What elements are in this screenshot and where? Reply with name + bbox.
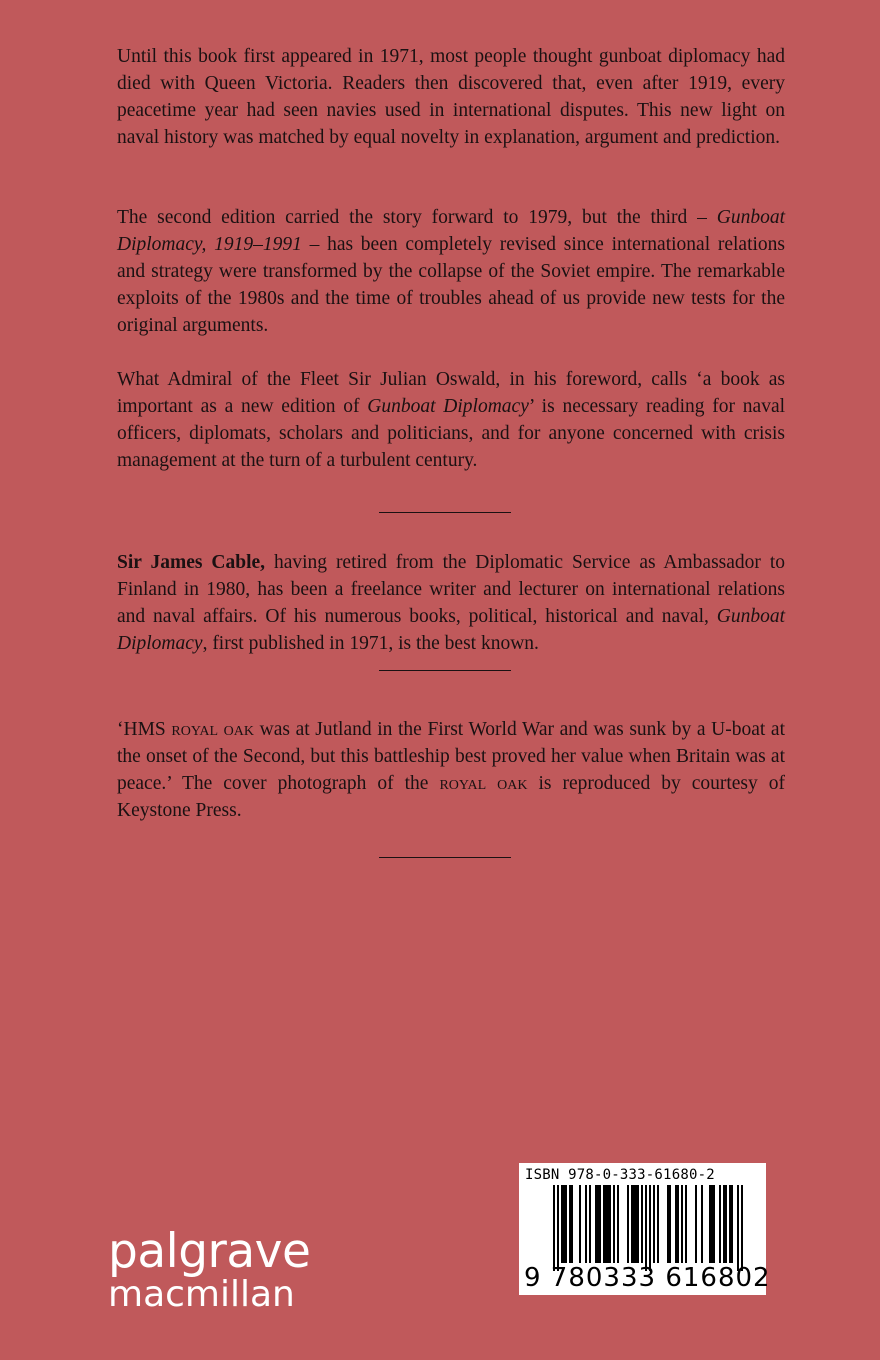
barcode-bar: [675, 1185, 677, 1263]
barcode-bar: [561, 1185, 563, 1263]
author-bio-text-a: having retired from the Diplomatic Service as Ambassador to Finland in 1980, has been a freelance writer and lecturer on international relations and naval affairs. Of his numerous books, political, historical and naval,: [117, 552, 786, 627]
publisher-logo: [108, 1224, 311, 1315]
barcode-bar: [741, 1185, 743, 1271]
foreword-text-a: What Admiral of the Fleet Sir Julian Oswald, in his foreword, calls ‘a book as important as a new edition of: [117, 369, 785, 417]
barcode-bar: [633, 1185, 635, 1263]
barcode-bar: [631, 1185, 633, 1263]
barcode-bar: [627, 1185, 629, 1263]
barcode-bar: [569, 1185, 571, 1263]
barcode-bar: [725, 1185, 727, 1263]
barcode-bar: [711, 1185, 713, 1263]
barcode-bar: [641, 1185, 643, 1263]
barcode-bar: [695, 1185, 697, 1263]
cover-note-paragraph: [117, 716, 785, 824]
barcode-bar: [649, 1185, 651, 1271]
cover-note-text-c: is reproduced by courtesy of Keystone Press.: [117, 773, 786, 821]
barcode-bar: [595, 1185, 597, 1263]
barcode-bar: [669, 1185, 671, 1263]
barcode-bar: [729, 1185, 731, 1263]
barcode-bar: [737, 1185, 739, 1271]
edition-paragraph: [117, 204, 785, 339]
barcode-bar: [701, 1185, 703, 1263]
barcode-bar: [719, 1185, 721, 1263]
barcode-bar: [709, 1185, 711, 1263]
edition-text-b: – has been completely revised since international relations and strategy were transformed by the collapse of the Soviet empire. The remarkable exploits of the 1980s and the time of troubles ahead of us provide new tests for the original arguments.: [117, 234, 786, 336]
barcode-bar: [563, 1185, 565, 1263]
barcode-bar: [609, 1185, 611, 1263]
barcode-bar: [677, 1185, 679, 1263]
barcode-bar: [681, 1185, 683, 1263]
barcode-bar: [657, 1185, 659, 1263]
foreword-paragraph: [117, 366, 785, 474]
isbn-barcode: [519, 1163, 771, 1295]
divider-rule-1: [379, 512, 511, 513]
barcode-bar: [599, 1185, 601, 1263]
barcode-bar: [605, 1185, 607, 1263]
ship-name-2: royal oak: [439, 773, 528, 794]
barcode-bar: [607, 1185, 609, 1263]
intro-text: Until this book first appeared in 1971, most people thought gunboat diplomacy had died with Queen Victoria. Readers then discovered that, even after 1919, every peacetime year had seen navies used in international disputes. This new light on naval history was matched by equal novelty in explanation, argument and prediction.: [117, 46, 785, 148]
edition-text-a: The second edition carried the story forward to 1979, but the third –: [117, 207, 717, 228]
barcode-bar: [565, 1185, 567, 1263]
barcode-bar: [589, 1185, 591, 1263]
isbn-label: ISBN 978-0-333-61680-2: [525, 1167, 715, 1183]
foreword-book-title: Gunboat Diplomacy: [367, 396, 529, 417]
barcode-bar: [723, 1185, 725, 1263]
barcode-bar: [645, 1185, 647, 1271]
barcode-bar: [553, 1185, 555, 1271]
barcode-bar: [571, 1185, 573, 1263]
barcode-bar: [557, 1185, 559, 1271]
barcode-bar: [685, 1185, 687, 1263]
ship-name-1: royal oak: [171, 719, 255, 740]
divider-rule-3: [379, 857, 511, 858]
publisher-logo-line2: macmillan: [108, 1274, 295, 1315]
cover-note-text-a: ‘HMS: [117, 719, 172, 740]
barcode-bar: [653, 1185, 655, 1263]
foreword-text-b: ’ is necessary reading for naval officers, diplomats, scholars and politicians, and for anyone concerned with crisis management at the turn of a turbulent century.: [117, 396, 786, 471]
barcode-bar: [617, 1185, 619, 1263]
ean-digits: 9 780333 616802: [524, 1263, 771, 1293]
barcode-bar: [603, 1185, 605, 1263]
barcode-bar: [667, 1185, 669, 1263]
barcode-bar: [731, 1185, 733, 1263]
author-name: Sir James Cable,: [117, 552, 266, 573]
barcode-bar: [635, 1185, 637, 1263]
author-bio-paragraph: [117, 549, 785, 657]
barcode-bar: [579, 1185, 581, 1263]
intro-paragraph: [117, 43, 785, 151]
cover-note-text-b: was at Jutland in the First World War and was sunk by a U-boat at the onset of the Second, but this battleship best proved her value when Britain was at peace.’ The cover photograph of the: [117, 719, 785, 794]
barcode-bar: [597, 1185, 599, 1263]
barcode-bar: [637, 1185, 639, 1263]
author-book-title: Gunboat Diplomacy: [117, 606, 785, 654]
barcode-bar: [585, 1185, 587, 1263]
divider-rule-2: [379, 670, 511, 671]
publisher-logo-line1: palgrave: [108, 1224, 311, 1279]
barcode-bar: [713, 1185, 715, 1263]
barcode-bar: [613, 1185, 615, 1263]
author-bio-text-b: , first published in 1971, is the best known.: [202, 633, 539, 654]
edition-book-title: Gunboat Diplomacy, 1919–1991: [117, 207, 785, 255]
